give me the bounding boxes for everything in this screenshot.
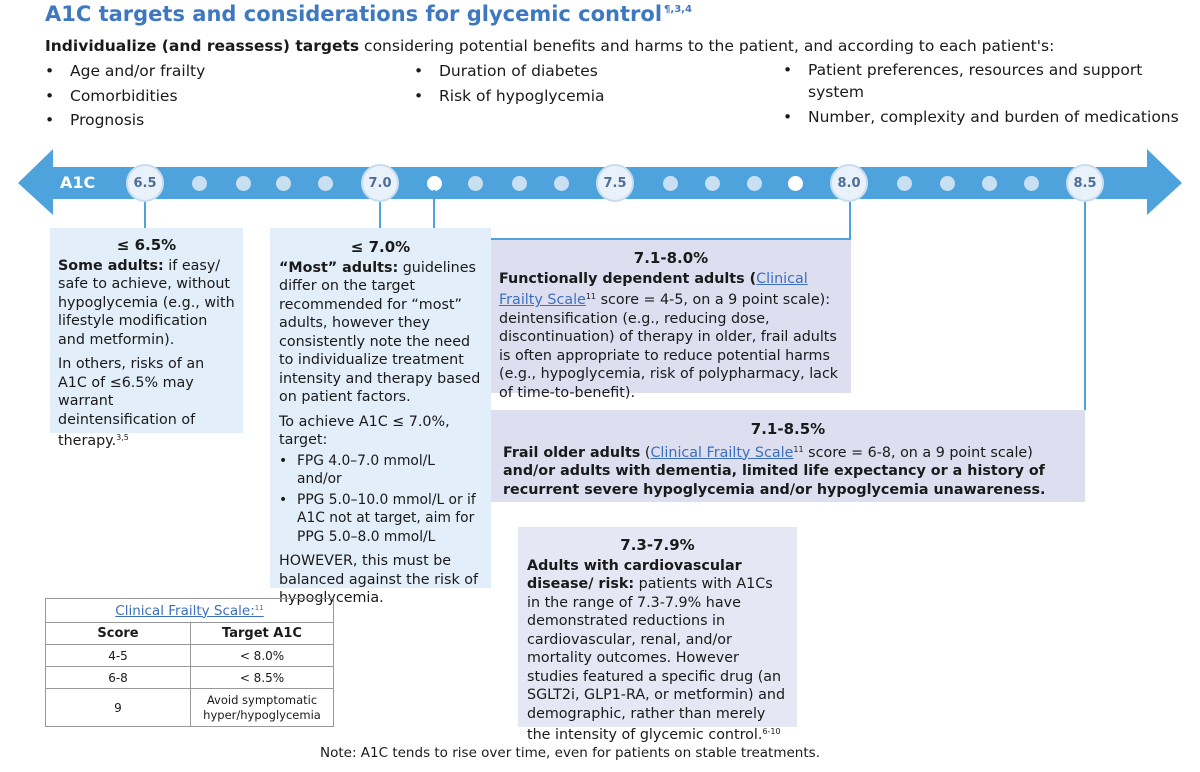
column-header: Target A1C	[191, 623, 334, 645]
scale-dot	[276, 176, 291, 191]
intro-line	[45, 37, 1054, 55]
box-text: “Most” adults: guidelines differ on the target recommended for “most” adults, however they consistently note the need to individualize treatment intensity and therapy based on patient factors.	[279, 259, 481, 405]
scale-dot-marker	[427, 176, 442, 191]
clinical-frailty-scale-link[interactable]: Clinical Frailty Scale	[499, 270, 808, 308]
connector-line	[1084, 202, 1086, 410]
table-cell: 6-8	[46, 667, 191, 689]
tick-8-0: 8.0	[830, 164, 868, 202]
column-header: Score	[46, 623, 191, 645]
scale-dot	[236, 176, 251, 191]
factor-column-3	[783, 59, 1183, 128]
box-text: To achieve A1C ≤ 7.0%, target:	[279, 413, 450, 448]
intro-bold: Individualize (and reassess) targets	[45, 37, 360, 55]
list-item: • Risk of hypoglycemia	[414, 86, 605, 105]
list-item: • Duration of diabetes	[414, 62, 598, 80]
table-cell: Avoid symptomatic hyper/hypoglycemia	[191, 689, 334, 727]
table-caption[interactable]: Clinical Frailty Scale:$^{11}$	[46, 599, 334, 623]
list-item: • PPG 5.0–10.0 mmol/L or if A1C not at target, aim for PPG 5.0–8.0 mmol/L	[279, 491, 476, 545]
scale-dot	[705, 176, 720, 191]
tick-7-0: 7.0	[361, 164, 399, 202]
list-item: • Prognosis	[45, 111, 145, 129]
scale-dot	[318, 176, 333, 191]
table-cell: < 8.0%	[191, 645, 334, 667]
list-item: • FPG 4.0–7.0 mmol/L and/or	[279, 452, 435, 487]
box-text: Some adults: if easy/ safe to achieve, without hypoglycemia (e.g., with lifestyle modification and metformin).	[58, 257, 235, 348]
tick-8-5: 8.5	[1066, 164, 1104, 202]
scale-dot	[663, 176, 678, 191]
scale-label: A1C	[60, 173, 96, 192]
title-refs: ¶,3,4	[664, 4, 692, 15]
box-text: Frail older adults (Clinical Frailty Scale$^{11}$ score = 6-8, on a 9 point scale) and/or adults with dementia, limited life expectancy or a history of recurrent severe hypoglycemia and/or hypoglycemia unawareness.	[503, 444, 1046, 498]
box-header: 7.1-8.5%	[750, 420, 826, 438]
target-box-7-1-8-5	[491, 410, 1085, 502]
table-header-row	[46, 623, 334, 645]
page-title: A1C targets and considerations for glycemic control $^{\P,3,4}$	[45, 2, 692, 26]
scale-dot	[192, 176, 207, 191]
table-row	[46, 689, 334, 727]
box-text: In others, risks of an A1C of ≤6.5% may warrant deintensification of therapy.$^{3,5}$	[58, 356, 205, 449]
scale-dot	[897, 176, 912, 191]
box-text: HOWEVER, this must be balanced against the risk of hypoglycemia.	[279, 553, 479, 606]
box-header: ≤ 6.5%	[116, 236, 177, 254]
box-text: Adults with cardiovascular disease/ risk: patients with A1Cs in the range of 7.3-7.9% have demonstrated reductions in cardiovascular, renal, and/or mortality outcomes. However studies featured a specific drug (an SGLT2i, GLP1-RA, or metformin) and demographic, rather than merely the intensity of glycemic control.$^{6-10}$	[527, 557, 786, 743]
connector-line	[849, 202, 851, 240]
list-item: • Age and/or frailty	[45, 62, 206, 80]
target-box-7-3-7-9	[518, 527, 797, 743]
scale-dot-marker	[788, 176, 803, 191]
scale-dot	[554, 176, 569, 191]
target-box-6-5	[50, 228, 243, 449]
box-header: 7.1-8.0%	[633, 249, 709, 267]
clinical-frailty-scale-link[interactable]: Clinical Frailty Scale	[650, 444, 794, 461]
tick-7-5: 7.5	[596, 164, 634, 202]
box-text: Functionally dependent adults (Clinical Frailty Scale$^{11}$ score = 4-5, on a 9 point scale): deintensification (e.g., reducing dose, discontinuation) of therapy in older, frail adults is often appropriate to reduce potential harms (e.g., hypoglycemia, risk of polypharmacy, lack of time-to-benefit).	[499, 270, 839, 401]
table-row	[46, 645, 334, 667]
scale-dot	[747, 176, 762, 191]
footnote: Note: A1C tends to rise over time, even for patients on stable treatments.	[320, 745, 820, 761]
target-box-7-0	[270, 228, 491, 606]
scale-dot	[1024, 176, 1039, 191]
connector-line	[379, 202, 381, 229]
clinical-frailty-scale-table	[45, 598, 334, 727]
table-cell: 9	[46, 689, 191, 727]
factor-column-1	[45, 59, 375, 133]
box-header: 7.3-7.9%	[620, 536, 695, 554]
scale-dot	[512, 176, 527, 191]
tick-6-5: 6.5	[126, 164, 164, 202]
table-cell: 4-5	[46, 645, 191, 667]
scale-dot	[982, 176, 997, 191]
intro-rest: considering potential benefits and harms to the patient, and according to each patient's:	[359, 37, 1055, 55]
connector-line	[433, 190, 435, 229]
scale-dot	[468, 176, 483, 191]
target-box-7-1-8-0	[491, 240, 851, 401]
factor-column-2	[414, 59, 754, 108]
box-header: ≤ 7.0%	[350, 238, 411, 256]
list-item: • Number, complexity and burden of medications	[783, 108, 1179, 126]
scale-dot	[940, 176, 955, 191]
connector-line	[144, 202, 146, 229]
list-item: • Comorbidities	[45, 86, 178, 105]
list-item: • Patient preferences, resources and support system	[783, 61, 1143, 101]
table-row	[46, 667, 334, 689]
table-cell: < 8.5%	[191, 667, 334, 689]
